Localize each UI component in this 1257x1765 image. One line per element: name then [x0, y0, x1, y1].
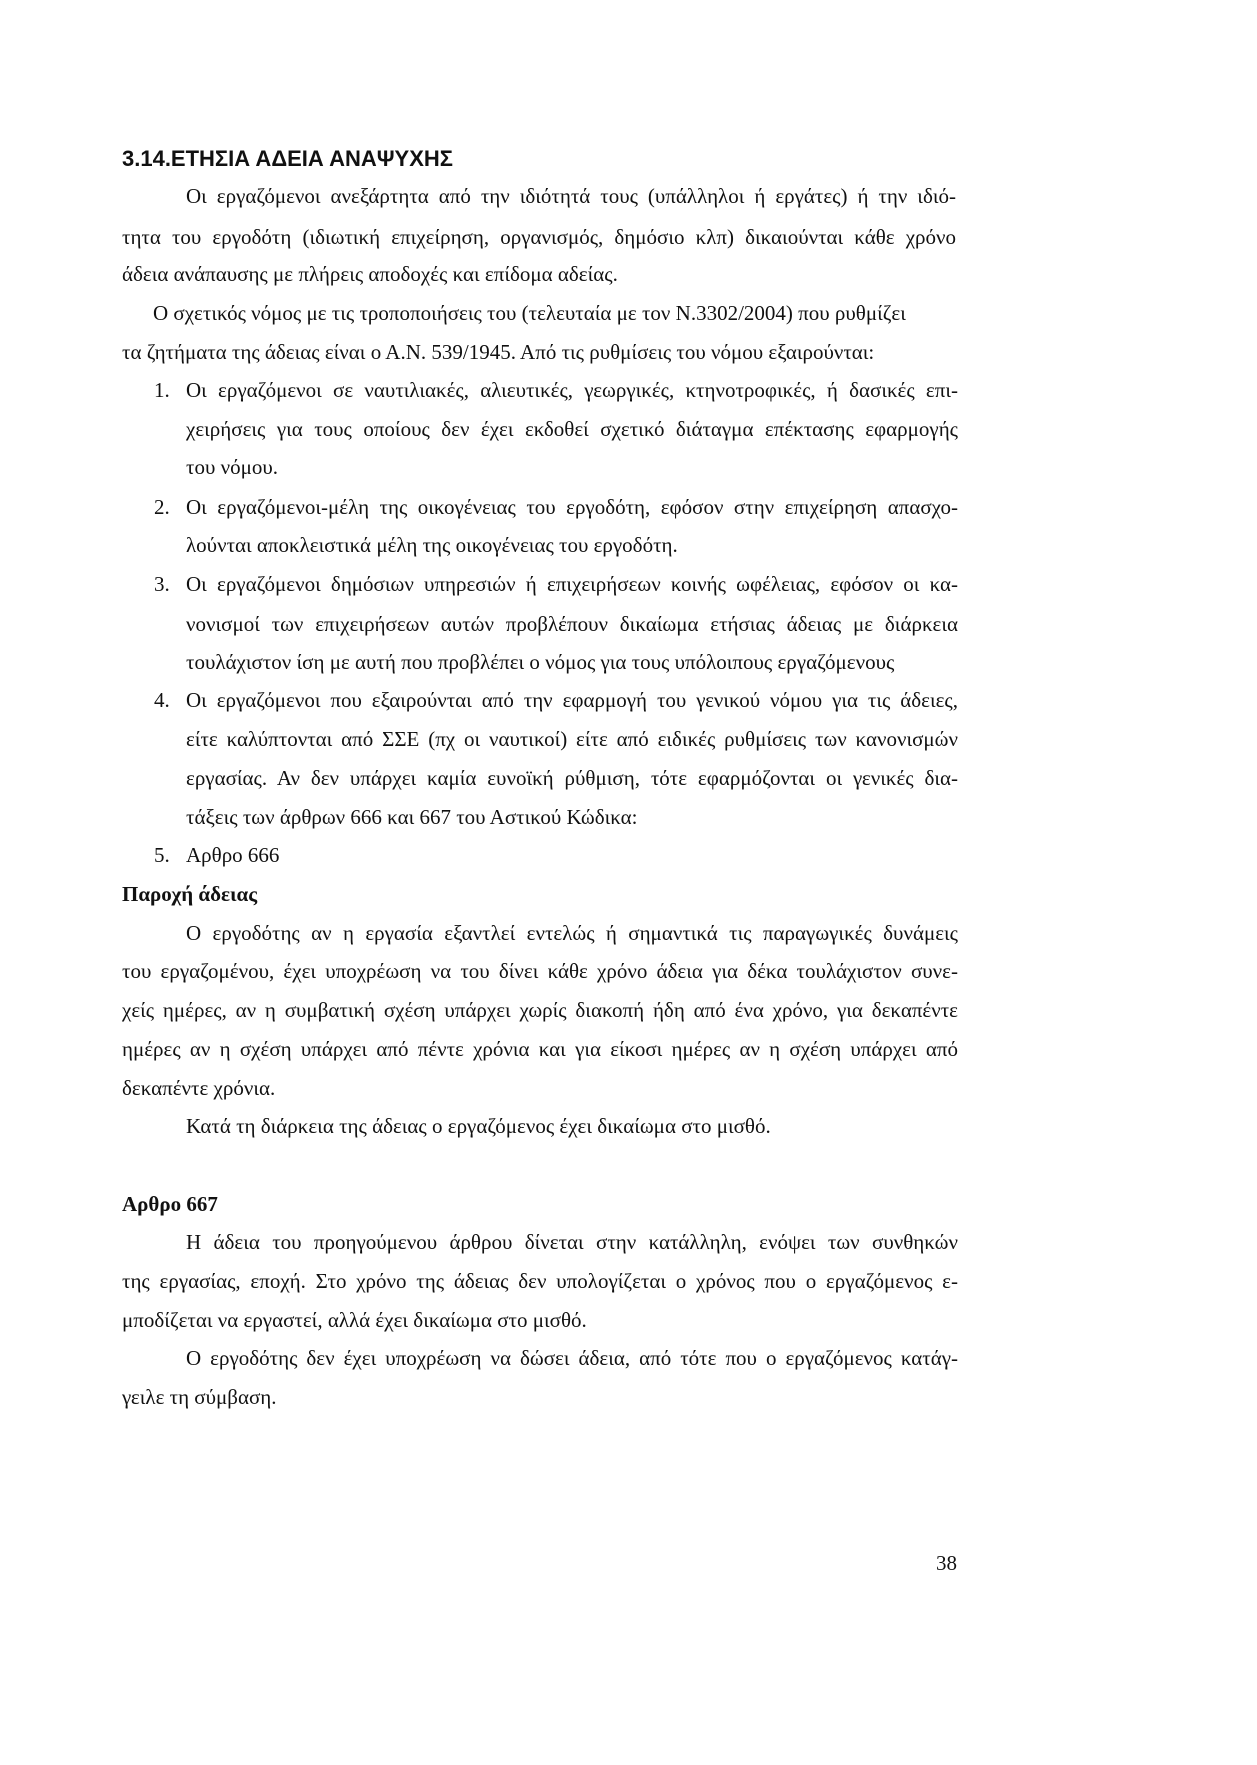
- article-666-line-2: του εργαζομένου, έχει υποχρέωση να του δίνει κάθε χρόνο άδεια για δέκα τουλάχιστον συνε-: [122, 959, 958, 983]
- item-4-line-4: τάξεις των άρθρων 666 και 667 του Αστικού Κώδικα:: [186, 805, 638, 829]
- intro-line-2: τητα του εργοδότη (ιδιωτική επιχείρηση, οργανισμός, δημόσιο κλπ) δικαιούνται κάθε χρόνο: [122, 225, 956, 249]
- intro-line-4: Ο σχετικός νόμος με τις τροποποιήσεις του (τελευταία με τον Ν.3302/2004) που ρυθμίζει: [153, 301, 906, 325]
- intro-line-5: τα ζητήματα της άδειας είναι ο Α.Ν. 539/1945. Από τις ρυθμίσεις του νόμου εξαιρούνται:: [122, 340, 875, 364]
- article-667-line-4: Ο εργοδότης δεν έχει υποχρέωση να δώσει άδεια, από τότε που ο εργαζόμενος κατάγ-: [186, 1346, 958, 1370]
- article-667-line-5: γειλε τη σύμβαση.: [122, 1385, 277, 1409]
- intro-line-3: άδεια ανάπαυσης με πλήρεις αποδοχές και επίδομα αδείας.: [122, 262, 618, 286]
- article-667-line-1: Η άδεια του προηγούμενου άρθρου δίνεται στην κατάλληλη, ενόψει των συνθηκών: [186, 1230, 958, 1254]
- article-666-line-5: δεκαπέντε χρόνια.: [122, 1076, 276, 1100]
- item-2-line-1: Οι εργαζόμενοι-μέλη της οικογένειας του εργοδότη, εφόσον στην επιχείρηση απασχο-: [186, 495, 958, 519]
- item-3-line-2: νονισμοί των επιχειρήσεων αυτών προβλέπουν δικαίωμα ετήσιας άδειας με διάρκεια: [186, 612, 958, 636]
- item-3-number: 3.: [154, 572, 170, 596]
- item-2-number: 2.: [154, 495, 170, 519]
- item-1-line-2: χειρήσεις για τους οποίους δεν έχει εκδοθεί σχετικό διάταγμα επέκτασης εφαρμογής: [186, 417, 958, 441]
- item-4-line-3: εργασίας. Αν δεν υπάρχει καμία ευνοϊκή ρύθμιση, τότε εφαρμόζονται οι γενικές δια-: [186, 766, 958, 790]
- section-title: 3.14.ΕΤΗΣΙΑ ΑΔΕΙΑ ΑΝΑΨΥΧΗΣ: [122, 146, 453, 171]
- item-3-line-3: τουλάχιστον ίση με αυτή που προβλέπει ο νόμος για τους υπόλοιπους εργαζόμενους: [186, 650, 895, 674]
- item-4-line-1: Οι εργαζόμενοι που εξαιρούνται από την εφαρμογή του γενικού νόμου για τις άδειες,: [186, 688, 958, 712]
- item-1-number: 1.: [154, 378, 170, 402]
- item-4-number: 4.: [154, 688, 170, 712]
- item-5-number: 5.: [154, 843, 170, 867]
- item-2-line-2: λούνται αποκλειστικά μέλη της οικογένειας του εργοδότη.: [186, 533, 678, 557]
- item-1-line-1: Οι εργαζόμενοι σε ναυτιλιακές, αλιευτικές, γεωργικές, κτηνοτροφικές, ή δασικές επι-: [186, 378, 958, 402]
- item-3-line-1: Οι εργαζόμενοι δημόσιων υπηρεσιών ή επιχειρήσεων κοινής ωφέλειας, εφόσον οι κα-: [186, 572, 958, 596]
- item-5-line-1: Αρθρο 666: [186, 843, 280, 867]
- article-667-line-3: μποδίζεται να εργαστεί, αλλά έχει δικαίωμα στο μισθό.: [122, 1308, 587, 1332]
- article-666-line-3: χείς ημέρες, αν η συμβατική σχέση υπάρχει χωρίς διακοπή ήδη από ένα χρόνο, για δεκαπέντε: [122, 998, 958, 1022]
- article-667-line-2: της εργασίας, εποχή. Στο χρόνο της άδειας δεν υπολογίζεται ο χρόνος που ο εργαζόμενος ε-: [122, 1269, 958, 1293]
- item-4-line-2: είτε καλύπτονται από ΣΣΕ (πχ οι ναυτικοί) είτε από ειδικές ρυθμίσεις των κανονισμών: [186, 727, 958, 751]
- page-number: 38: [936, 1551, 957, 1575]
- intro-line-1: Οι εργαζόμενοι ανεξάρτητα από την ιδιότητά τους (υπάλληλοι ή εργάτες) ή την ιδιό-: [186, 184, 956, 208]
- article-666-line-4: ημέρες αν η σχέση υπάρχει από πέντε χρόνια και για είκοσι ημέρες αν η σχέση υπάρχει από: [122, 1037, 958, 1061]
- article-666-line-1: Ο εργοδότης αν η εργασία εξαντλεί εντελώς ή σημαντικά τις παραγωγικές δυνάμεις: [186, 921, 958, 945]
- article-666-line-6: Κατά τη διάρκεια της άδειας ο εργαζόμενος έχει δικαίωμα στο μισθό.: [186, 1114, 771, 1138]
- subheading-leave-grant: Παροχή άδειας: [122, 882, 258, 906]
- article-667-title: Αρθρο 667: [122, 1192, 218, 1216]
- item-1-line-3: του νόμου.: [186, 455, 278, 479]
